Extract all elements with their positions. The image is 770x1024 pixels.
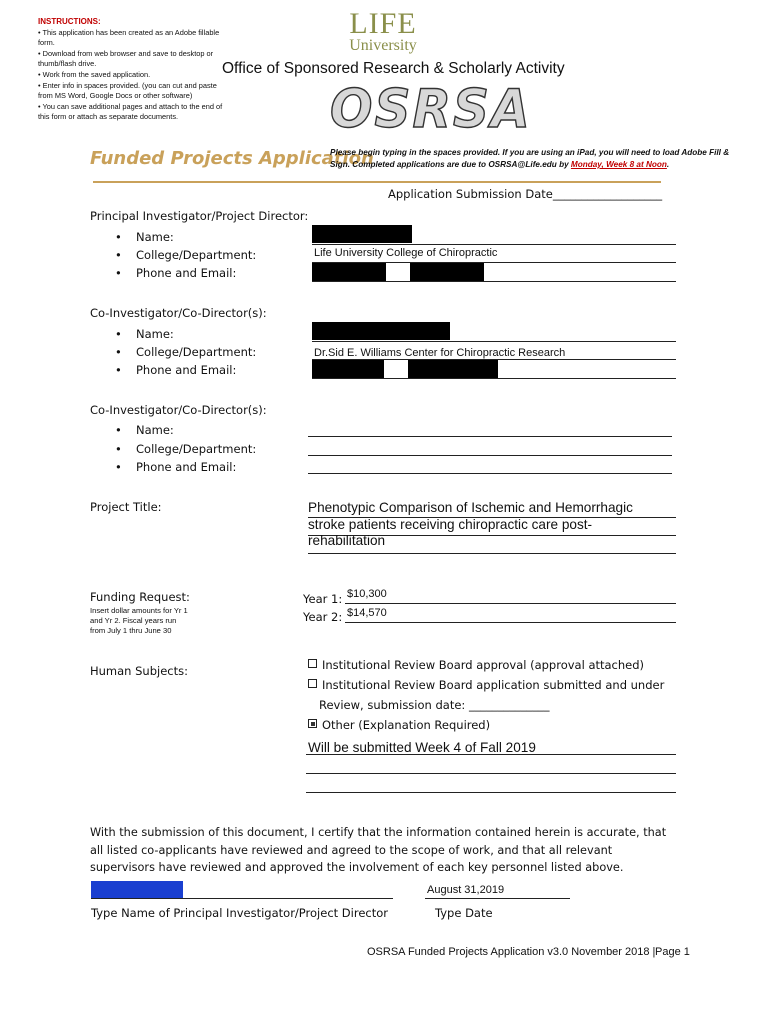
date-caption: Type Date	[435, 906, 493, 920]
logo-university-text: University	[349, 37, 417, 54]
pi-heading: Principal Investigator/Project Director:	[90, 209, 309, 223]
bullet: •	[115, 266, 122, 280]
co2-dept-label: College/Department:	[136, 442, 257, 456]
pi-name-input[interactable]	[312, 244, 676, 245]
osrsa-logo: OSRSA	[330, 78, 532, 140]
notice-text: Please begin typing in the spaces provided. If you are using an iPad, you will need to load Adobe Fill & Sign. Completed applications are due to OSRSA@Life.edu by	[330, 148, 730, 169]
explanation-value[interactable]: Will be submitted Week 4 of Fall 2019	[308, 740, 536, 755]
bullet: •	[115, 363, 122, 377]
co2-name-input[interactable]	[308, 436, 672, 437]
explanation-line-1[interactable]	[306, 754, 676, 755]
funding-label: Funding Request:	[90, 590, 190, 604]
pi-dept-label: College/Department:	[136, 248, 257, 262]
other-option[interactable]	[308, 718, 490, 732]
bullet: •	[115, 345, 122, 359]
project-title-underline	[308, 553, 676, 554]
co2-heading: Co-Investigator/Co-Director(s):	[90, 403, 267, 417]
human-subjects-label: Human Subjects:	[90, 664, 188, 678]
footer-text: OSRSA Funded Projects Application v3.0 November 2018 |	[367, 946, 656, 958]
title-divider	[93, 181, 661, 183]
bullet: •	[115, 327, 122, 341]
redacted-co1-name	[312, 322, 450, 340]
co2-dept-input[interactable]	[308, 455, 672, 456]
redacted-co1-phone	[312, 360, 384, 378]
signature-date-input[interactable]	[425, 898, 570, 899]
page-number: Page 1	[655, 946, 690, 958]
irb-approval-text: Institutional Review Board approval (approval attached)	[322, 658, 645, 672]
explanation-line-2[interactable]	[306, 773, 676, 774]
irb-approval-option[interactable]	[308, 658, 644, 672]
year1-value[interactable]: $10,300	[347, 588, 387, 600]
redacted-pi-phone	[312, 263, 386, 281]
pi-contact-label: Phone and Email:	[136, 266, 237, 280]
project-title-line[interactable]: stroke patients receiving chiropractic care post-	[308, 517, 593, 532]
submission-date-field[interactable]: Application Submission Date___________________	[388, 187, 663, 201]
life-university-logo	[348, 7, 418, 54]
pi-contact-input[interactable]	[312, 281, 676, 282]
instruction-item: • Work from the saved application.	[38, 69, 151, 79]
project-title-line[interactable]: Phenotypic Comparison of Ischemic and Hemorrhagic	[308, 500, 633, 515]
co1-heading: Co-Investigator/Co-Director(s):	[90, 306, 267, 320]
co2-contact-label: Phone and Email:	[136, 460, 237, 474]
checkbox-irb-submitted[interactable]	[308, 679, 317, 688]
office-name: Office of Sponsored Research & Scholarly Activity	[222, 60, 565, 77]
bullet: •	[115, 460, 122, 474]
year2-label: Year 2:	[303, 610, 343, 624]
bullet: •	[115, 248, 122, 262]
signature-date-value[interactable]: August 31,2019	[427, 884, 505, 896]
co1-contact-label: Phone and Email:	[136, 363, 237, 377]
bullet: •	[115, 423, 122, 437]
pi-typed-name-input[interactable]	[91, 898, 393, 899]
pi-signature-name-redacted	[91, 881, 183, 898]
pi-name-label: Name:	[136, 230, 174, 244]
notice-deadline: Monday, Week 8 at Noon	[570, 160, 667, 169]
co1-name-input[interactable]	[312, 341, 676, 342]
irb-submitted-text: Institutional Review Board application submitted and under	[322, 678, 665, 692]
funding-note: Insert dollar amounts for Yr 1 and Yr 2. Fiscal years run from July 1 thru June 30	[90, 606, 188, 635]
certification-text: With the submission of this document, I certify that the information contained herein is accurate, that all listed co-applicants have reviewed and agreed to the scope of work, and that all relevant supervisors have reviewed and approved the involvement of each key personnel listed above.	[90, 826, 667, 874]
year1-label: Year 1:	[303, 592, 343, 606]
explanation-line-3[interactable]	[306, 792, 676, 793]
pi-name-caption: Type Name of Principal Investigator/Project Director	[91, 906, 389, 920]
irb-submitted-option[interactable]	[308, 678, 664, 692]
submission-notice	[330, 147, 740, 171]
co2-name-label: Name:	[136, 423, 174, 437]
co1-dept-label: College/Department:	[136, 345, 257, 359]
year2-input[interactable]	[345, 622, 676, 623]
co2-contact-input[interactable]	[308, 473, 672, 474]
instructions-block	[38, 17, 223, 123]
irb-submission-date[interactable]: Review, submission date: ______________	[319, 698, 550, 712]
redacted-pi-name	[312, 225, 412, 243]
co1-contact-input[interactable]	[312, 378, 676, 379]
instruction-item: • This application has been created as an Adobe fillable form.	[38, 27, 220, 48]
instruction-item: • Enter info in spaces provided. (you can cut and paste from MS Word, Google Docs or other software)	[38, 80, 217, 101]
bullet: •	[115, 230, 122, 244]
co1-name-label: Name:	[136, 327, 174, 341]
year1-input[interactable]	[345, 603, 676, 604]
redacted-co1-email	[408, 360, 498, 378]
pi-dept-value[interactable]: Life University College of Chiropractic	[314, 247, 498, 259]
co1-dept-value[interactable]: Dr.Sid E. Williams Center for Chiropractic Research	[314, 347, 566, 359]
project-title-label: Project Title:	[90, 500, 162, 514]
redacted-pi-email	[410, 263, 484, 281]
instruction-item: • You can save additional pages and attach to the end of this form or attach as separate documents.	[38, 101, 223, 122]
logo-life-text: LIFE	[349, 7, 417, 40]
instruction-item: • Download from web browser and save to desktop or thumb/flash drive.	[38, 48, 214, 69]
project-title-line[interactable]: rehabilitation	[308, 533, 386, 548]
other-text: Other (Explanation Required)	[322, 718, 491, 732]
checkbox-other[interactable]	[308, 719, 317, 728]
year2-value[interactable]: $14,570	[347, 607, 387, 619]
bullet: •	[115, 442, 122, 456]
form-title: Funded Projects Application	[90, 148, 374, 169]
notice-end: .	[666, 160, 670, 169]
instructions-title: INSTRUCTIONS:	[38, 17, 101, 26]
checkbox-irb-approval[interactable]	[308, 659, 317, 668]
